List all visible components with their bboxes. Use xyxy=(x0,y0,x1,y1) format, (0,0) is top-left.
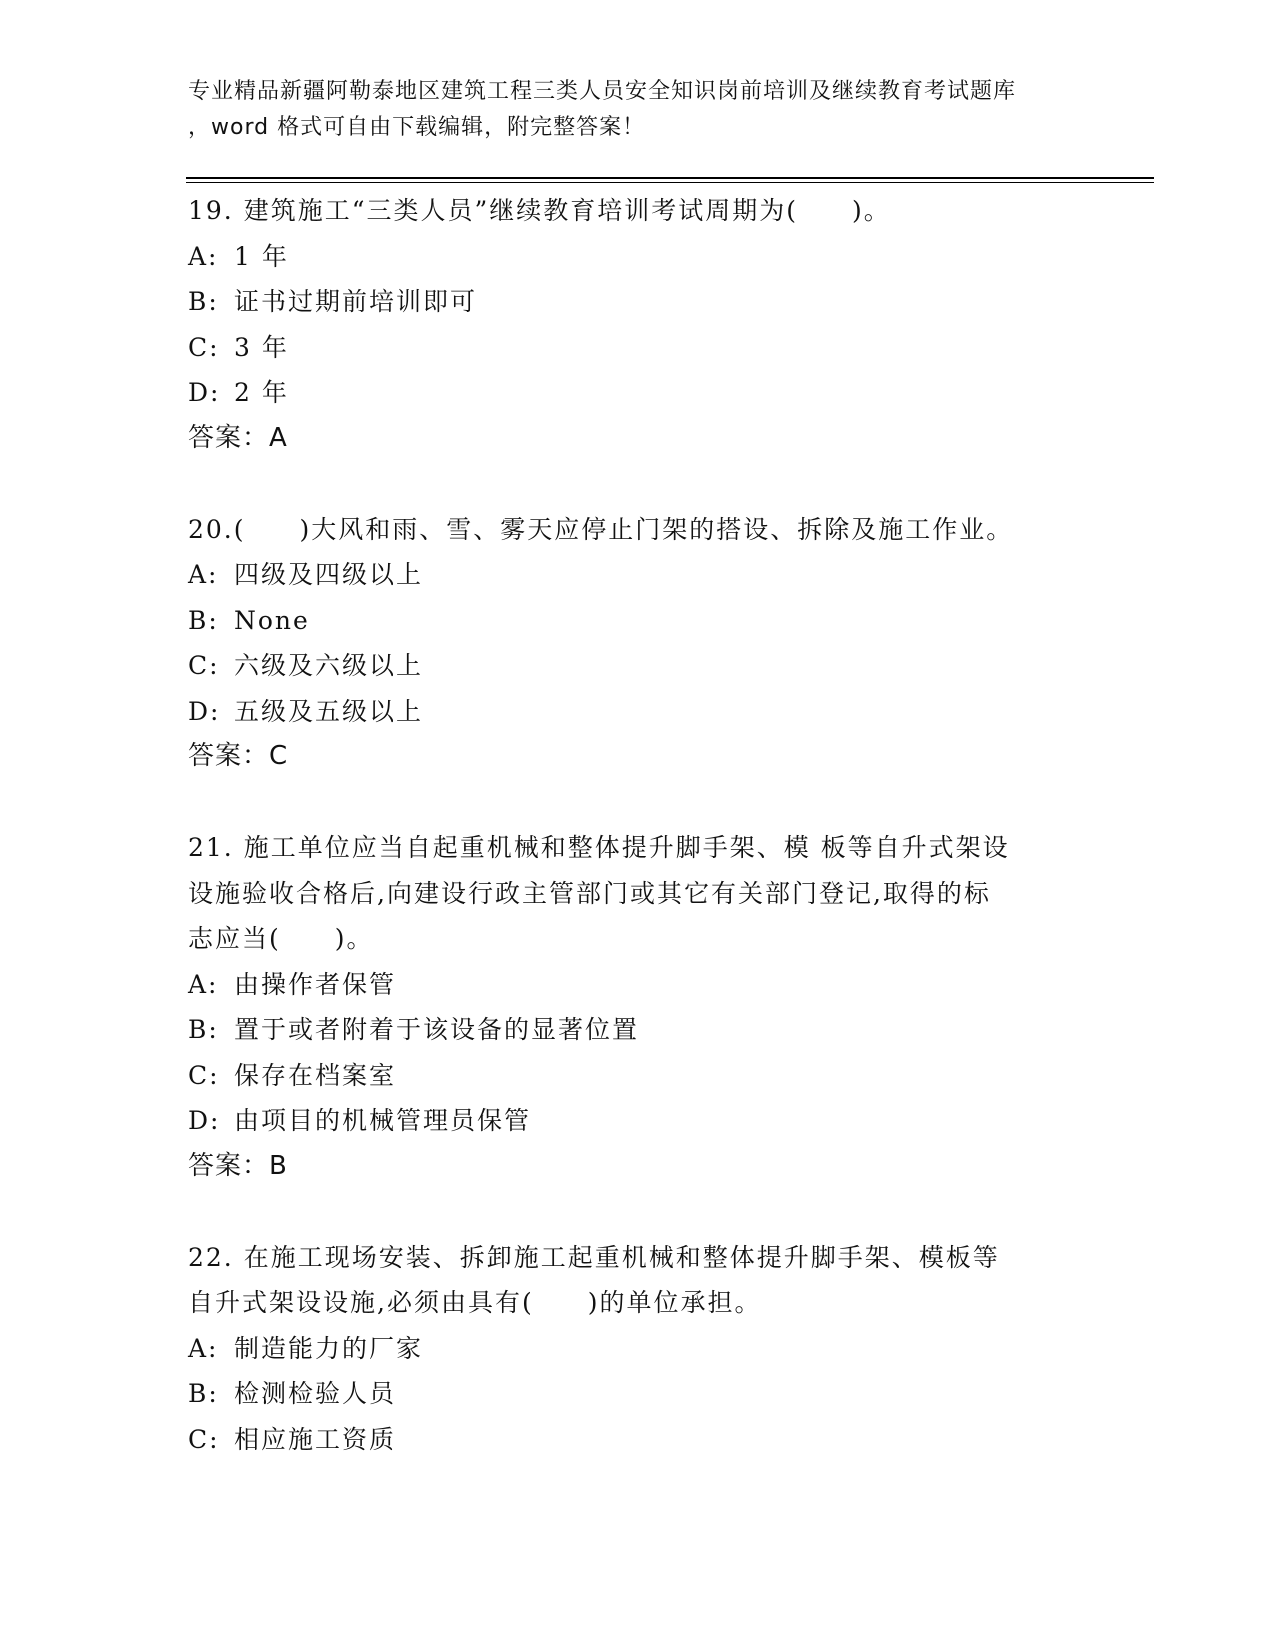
option-d xyxy=(188,1098,1088,1144)
option-text: 3 年 xyxy=(234,332,289,362)
option-text: 1 年 xyxy=(234,241,289,271)
option-text: 2 年 xyxy=(234,378,289,407)
option-key: C: xyxy=(188,651,220,680)
option-text: 由项目的机械管理员保管 xyxy=(234,1106,532,1135)
question-19 xyxy=(188,188,1088,461)
option-a xyxy=(188,962,1088,1008)
question-stem-line: 19. 建筑施工“三类人员”继续教育培训考试周期为( )。 xyxy=(188,196,891,225)
option-key: C: xyxy=(188,1424,220,1454)
header-divider-thin xyxy=(186,182,1154,183)
option-key: D: xyxy=(188,696,221,726)
question-22 xyxy=(188,1235,1088,1463)
option-text: 相应施工资质 xyxy=(234,1424,397,1454)
question-stem-line: 22. 在施工现场安装、拆卸施工起重机械和整体提升脚手架、模板等 xyxy=(188,1242,1000,1272)
question-spacer xyxy=(188,461,1088,507)
option-c xyxy=(188,325,1088,371)
option-c xyxy=(188,1417,1088,1463)
question-spacer xyxy=(188,1189,1088,1235)
question-stem-line: 21. 施工单位应当自起重机械和整体提升脚手架、模 板等自升式架设 xyxy=(188,833,1010,862)
option-text: None xyxy=(234,605,310,635)
answer-line: 答案：C xyxy=(188,741,289,771)
option-a xyxy=(188,552,1088,598)
question-21 xyxy=(188,825,1088,1189)
question-stem-line: 志应当( )。 xyxy=(188,924,374,953)
header-title-line: 专业精品新疆阿勒泰地区建筑工程三类人员安全知识岗前培训及继续教育考试题库 xyxy=(188,79,1017,104)
question-stem-line: 20.( )大风和雨、雪、雾天应停止门架的搭设、拆除及施工作业。 xyxy=(188,514,1014,544)
option-key: A: xyxy=(188,560,219,589)
header-divider-thick xyxy=(186,177,1154,179)
answer-line: 答案：A xyxy=(188,422,288,453)
question-stem xyxy=(188,507,1088,553)
option-key: D: xyxy=(188,1106,221,1135)
header-subtitle-line: ，word 格式可自由下载编辑，附完整答案！ xyxy=(188,115,646,140)
option-a xyxy=(188,1326,1088,1372)
question-stem xyxy=(188,188,1088,234)
option-b xyxy=(188,279,1088,325)
option-b xyxy=(188,1371,1088,1417)
option-text: 检测检验人员 xyxy=(234,1379,397,1408)
option-c xyxy=(188,643,1088,689)
option-key: C: xyxy=(188,1060,220,1090)
option-text: 制造能力的厂家 xyxy=(234,1333,424,1363)
option-text: 六级及六级以上 xyxy=(234,651,424,680)
option-key: B: xyxy=(188,1015,219,1044)
question-stem-line: 自升式架设设施,必须由具有( )的单位承担。 xyxy=(188,1288,762,1317)
question-list xyxy=(188,188,1088,1462)
option-key: C: xyxy=(188,332,220,362)
question-stem-line: 设施验收合格后,向建设行政主管部门或其它有关部门登记,取得的标 xyxy=(188,878,991,908)
answer-line: 答案：B xyxy=(188,1150,288,1181)
option-key: A: xyxy=(188,241,219,271)
option-c xyxy=(188,1053,1088,1099)
option-key: D: xyxy=(188,378,221,407)
option-text: 由操作者保管 xyxy=(234,969,397,999)
option-key: A: xyxy=(188,1333,219,1363)
option-key: B: xyxy=(188,287,219,316)
option-text: 保存在档案室 xyxy=(234,1060,397,1090)
option-b xyxy=(188,1007,1088,1053)
option-text: 证书过期前培训即可 xyxy=(234,287,478,316)
question-20 xyxy=(188,507,1088,780)
document-header xyxy=(188,74,1088,146)
option-b xyxy=(188,598,1088,644)
question-stem xyxy=(188,825,1088,962)
option-text: 五级及五级以上 xyxy=(234,696,424,726)
option-text: 置于或者附着于该设备的显著位置 xyxy=(234,1015,640,1044)
question-spacer xyxy=(188,780,1088,826)
option-d xyxy=(188,370,1088,416)
option-d xyxy=(188,689,1088,735)
option-key: A: xyxy=(188,969,219,999)
question-stem xyxy=(188,1235,1088,1326)
option-key: B: xyxy=(188,605,219,635)
option-key: B: xyxy=(188,1379,219,1408)
option-text: 四级及四级以上 xyxy=(234,560,424,589)
option-a xyxy=(188,234,1088,280)
